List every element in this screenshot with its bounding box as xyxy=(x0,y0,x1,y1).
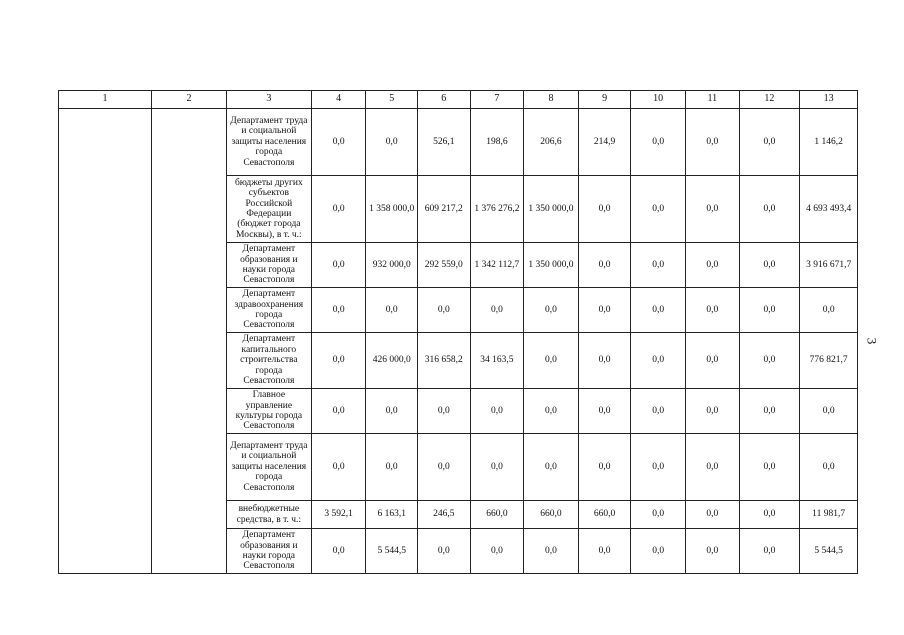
header-row xyxy=(59,91,858,109)
value-cell: 0,0 xyxy=(631,529,686,574)
value-cell: 0,0 xyxy=(311,529,366,574)
row-label: Департамент труда и социальной защиты населения города Севастополя xyxy=(226,434,311,501)
value-cell: 0,0 xyxy=(685,389,739,434)
value-cell: 0,0 xyxy=(685,333,739,389)
value-cell: 0,0 xyxy=(311,434,366,501)
value-cell: 932 000,0 xyxy=(366,243,418,288)
value-cell: 0,0 xyxy=(685,501,739,529)
header-cell: 1 xyxy=(59,91,152,109)
value-cell: 1 146,2 xyxy=(800,109,858,176)
value-cell: 1 358 000,0 xyxy=(366,176,418,243)
row-label: Департамент труда и социальной защиты населения города Севастополя xyxy=(226,109,311,176)
value-cell: 0,0 xyxy=(685,109,739,176)
value-cell: 0,0 xyxy=(739,243,800,288)
value-cell: 0,0 xyxy=(631,243,686,288)
value-cell: 0,0 xyxy=(739,501,800,529)
value-cell: 0,0 xyxy=(524,529,579,574)
value-cell: 1 342 112,7 xyxy=(470,243,524,288)
value-cell: 0,0 xyxy=(311,389,366,434)
row-label: Департамент образования и науки города Севастополя xyxy=(226,243,311,288)
page-number: 3 xyxy=(864,337,880,345)
value-cell: 0,0 xyxy=(739,529,800,574)
value-cell: 0,0 xyxy=(578,434,631,501)
value-cell: 0,0 xyxy=(578,243,631,288)
value-cell: 0,0 xyxy=(311,109,366,176)
value-cell: 0,0 xyxy=(578,389,631,434)
value-cell: 206,6 xyxy=(524,109,579,176)
header-cell: 5 xyxy=(366,91,418,109)
value-cell: 0,0 xyxy=(418,288,471,333)
value-cell: 0,0 xyxy=(685,243,739,288)
value-cell: 3 592,1 xyxy=(311,501,366,529)
value-cell: 0,0 xyxy=(739,434,800,501)
value-cell: 0,0 xyxy=(470,434,524,501)
header-cell: 10 xyxy=(631,91,686,109)
table-row xyxy=(59,109,858,176)
value-cell: 660,0 xyxy=(524,501,579,529)
header-cell: 11 xyxy=(685,91,739,109)
value-cell: 0,0 xyxy=(685,529,739,574)
header-cell: 12 xyxy=(739,91,800,109)
value-cell: 1 376 276,2 xyxy=(470,176,524,243)
header-cell: 9 xyxy=(578,91,631,109)
value-cell: 0,0 xyxy=(366,109,418,176)
col-1-cell xyxy=(59,109,152,574)
col-2-cell xyxy=(152,109,227,574)
row-label: внебюджетные средства, в т. ч.: xyxy=(226,501,311,529)
value-cell: 0,0 xyxy=(366,389,418,434)
table-body xyxy=(59,109,858,574)
value-cell: 526,1 xyxy=(418,109,471,176)
header-cell: 6 xyxy=(418,91,471,109)
row-label: Департамент капитального строительства города Севастополя xyxy=(226,333,311,389)
value-cell: 0,0 xyxy=(578,288,631,333)
value-cell: 0,0 xyxy=(470,288,524,333)
header-cell: 3 xyxy=(226,91,311,109)
value-cell: 609 217,2 xyxy=(418,176,471,243)
value-cell: 0,0 xyxy=(631,176,686,243)
value-cell: 0,0 xyxy=(311,243,366,288)
value-cell: 0,0 xyxy=(311,333,366,389)
value-cell: 11 981,7 xyxy=(800,501,858,529)
value-cell: 0,0 xyxy=(631,434,686,501)
value-cell: 6 163,1 xyxy=(366,501,418,529)
value-cell: 292 559,0 xyxy=(418,243,471,288)
value-cell: 0,0 xyxy=(470,529,524,574)
value-cell: 0,0 xyxy=(631,333,686,389)
value-cell: 0,0 xyxy=(800,389,858,434)
header-cell: 13 xyxy=(800,91,858,109)
value-cell: 0,0 xyxy=(800,288,858,333)
value-cell: 5 544,5 xyxy=(366,529,418,574)
value-cell: 0,0 xyxy=(578,529,631,574)
value-cell: 0,0 xyxy=(739,109,800,176)
value-cell: 5 544,5 xyxy=(800,529,858,574)
value-cell: 1 350 000,0 xyxy=(524,176,579,243)
header-cell: 7 xyxy=(470,91,524,109)
value-cell: 0,0 xyxy=(739,333,800,389)
value-cell: 4 693 493,4 xyxy=(800,176,858,243)
value-cell: 0,0 xyxy=(739,176,800,243)
row-label: бюджеты других субъектов Российской Федерации (бюджет города Москвы), в т. ч.: xyxy=(226,176,311,243)
row-label: Департамент здравоохранения города Севастополя xyxy=(226,288,311,333)
value-cell: 0,0 xyxy=(418,434,471,501)
value-cell: 660,0 xyxy=(578,501,631,529)
value-cell: 0,0 xyxy=(418,389,471,434)
value-cell: 0,0 xyxy=(366,288,418,333)
value-cell: 214,9 xyxy=(578,109,631,176)
value-cell: 0,0 xyxy=(578,176,631,243)
value-cell: 0,0 xyxy=(470,389,524,434)
value-cell: 776 821,7 xyxy=(800,333,858,389)
header-cell: 2 xyxy=(152,91,227,109)
value-cell: 0,0 xyxy=(578,333,631,389)
row-label: Департамент образования и науки города Севастополя xyxy=(226,529,311,574)
value-cell: 0,0 xyxy=(631,389,686,434)
value-cell: 0,0 xyxy=(739,389,800,434)
value-cell: 0,0 xyxy=(685,434,739,501)
header-cell: 4 xyxy=(311,91,366,109)
value-cell: 0,0 xyxy=(800,434,858,501)
value-cell: 198,6 xyxy=(470,109,524,176)
value-cell: 1 350 000,0 xyxy=(524,243,579,288)
header-cell: 8 xyxy=(524,91,579,109)
value-cell: 0,0 xyxy=(366,434,418,501)
value-cell: 0,0 xyxy=(685,176,739,243)
value-cell: 0,0 xyxy=(739,288,800,333)
value-cell: 316 658,2 xyxy=(418,333,471,389)
value-cell: 0,0 xyxy=(631,109,686,176)
value-cell: 0,0 xyxy=(524,288,579,333)
value-cell: 34 163,5 xyxy=(470,333,524,389)
value-cell: 246,5 xyxy=(418,501,471,529)
value-cell: 3 916 671,7 xyxy=(800,243,858,288)
value-cell: 0,0 xyxy=(631,288,686,333)
value-cell: 0,0 xyxy=(311,176,366,243)
value-cell: 0,0 xyxy=(524,333,579,389)
value-cell: 660,0 xyxy=(470,501,524,529)
budget-table xyxy=(58,90,858,574)
row-label: Главное управление культуры города Севастополя xyxy=(226,389,311,434)
value-cell: 0,0 xyxy=(524,389,579,434)
value-cell: 0,0 xyxy=(524,434,579,501)
value-cell: 0,0 xyxy=(631,501,686,529)
value-cell: 0,0 xyxy=(311,288,366,333)
value-cell: 0,0 xyxy=(685,288,739,333)
value-cell: 0,0 xyxy=(418,529,471,574)
value-cell: 426 000,0 xyxy=(366,333,418,389)
